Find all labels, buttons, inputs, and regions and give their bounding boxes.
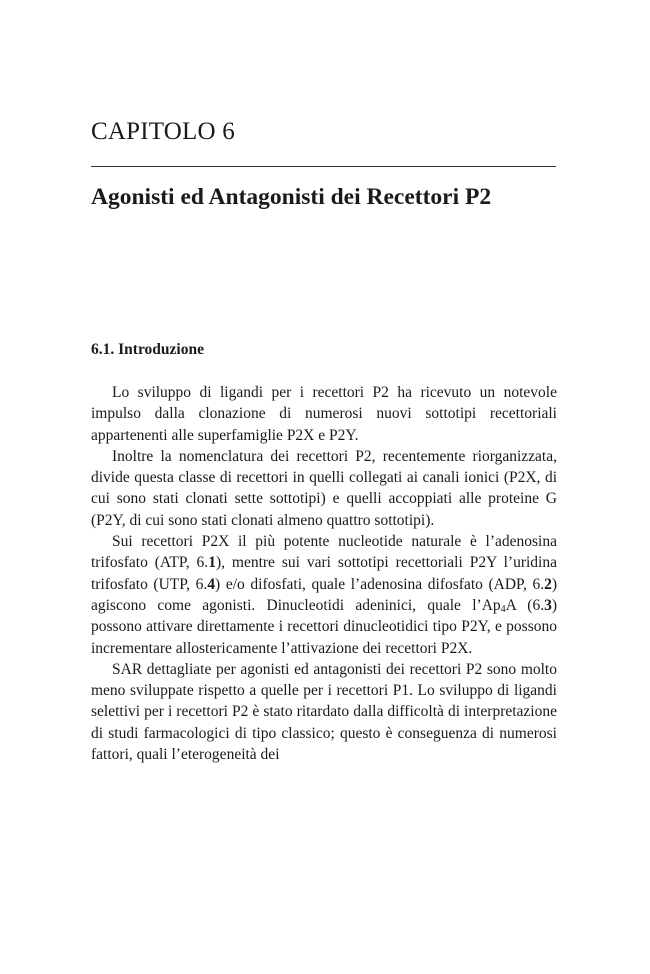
- paragraph-3: [91, 531, 557, 659]
- compound-number: 4: [207, 575, 216, 593]
- paragraph-2: Inoltre la nomenclatura dei recettori P2, recentemente riorganizzata, divide questa classe di recettori in quelli collegati ai canali ionici (P2X, di cui sono stati clonati sette sottotipi) e quelli accoppiati alle proteine G (P2Y, di cui sono stati clonati almeno quattro sottotipi).: [91, 447, 557, 529]
- title-divider: [91, 166, 556, 167]
- paragraph-3-text: ) possono attivare direttamente i recettori dinucleotidici tipo P2Y, e possono incrementare allostericamente l’attivazione dei recettori P2X.: [91, 596, 557, 657]
- paragraph-1: Lo sviluppo di ligandi per i recettori P2 ha ricevuto un notevole impulso dalla clonazione di numerosi nuovi sottotipi recettoriali appartenenti alle superfamiglie P2X e P2Y.: [91, 384, 557, 444]
- paragraph-3-text: ) agiscono come agonisti. Dinucleotidi adeninici, quale l’Ap: [91, 575, 558, 614]
- chapter-title: Agonisti ed Antagonisti dei Recettori P2: [91, 184, 492, 210]
- subscript: 4: [500, 603, 506, 615]
- paragraph-3-text: ) e/o difosfati, quale l’adenosina difosfato (ADP, 6.: [215, 575, 545, 593]
- chapter-label: CAPITOLO 6: [91, 118, 235, 145]
- compound-number: 1: [208, 554, 216, 572]
- compound-number: 3: [544, 596, 552, 614]
- compound-number: 2: [544, 575, 552, 593]
- paragraph-4: SAR dettagliate per agonisti ed antagonisti dei recettori P2 sono molto meno sviluppate rispetto a quelle per i recettori P1. Lo sviluppo di ligandi selettivi per i recettori P2 è stato ritardato dalla difficoltà di interpretazione di studi farmacologici di tipo classico; questo è conseguenza di numerosi fattori, quali l’eterogeneità dei: [91, 660, 557, 764]
- paragraph-3-text: Sui recettori P2X il più potente nucleotide naturale è l’adenosina trifosfato (ATP, 6.: [91, 533, 557, 572]
- paragraph-3-text: A (6.: [505, 596, 545, 614]
- body-text: [91, 382, 557, 765]
- section-heading: 6.1. Introduzione: [91, 341, 204, 358]
- paragraph-3-text: ), mentre sui vari sottotipi recettoriali P2Y l’uridina trifosfato (UTP, 6.: [91, 554, 557, 593]
